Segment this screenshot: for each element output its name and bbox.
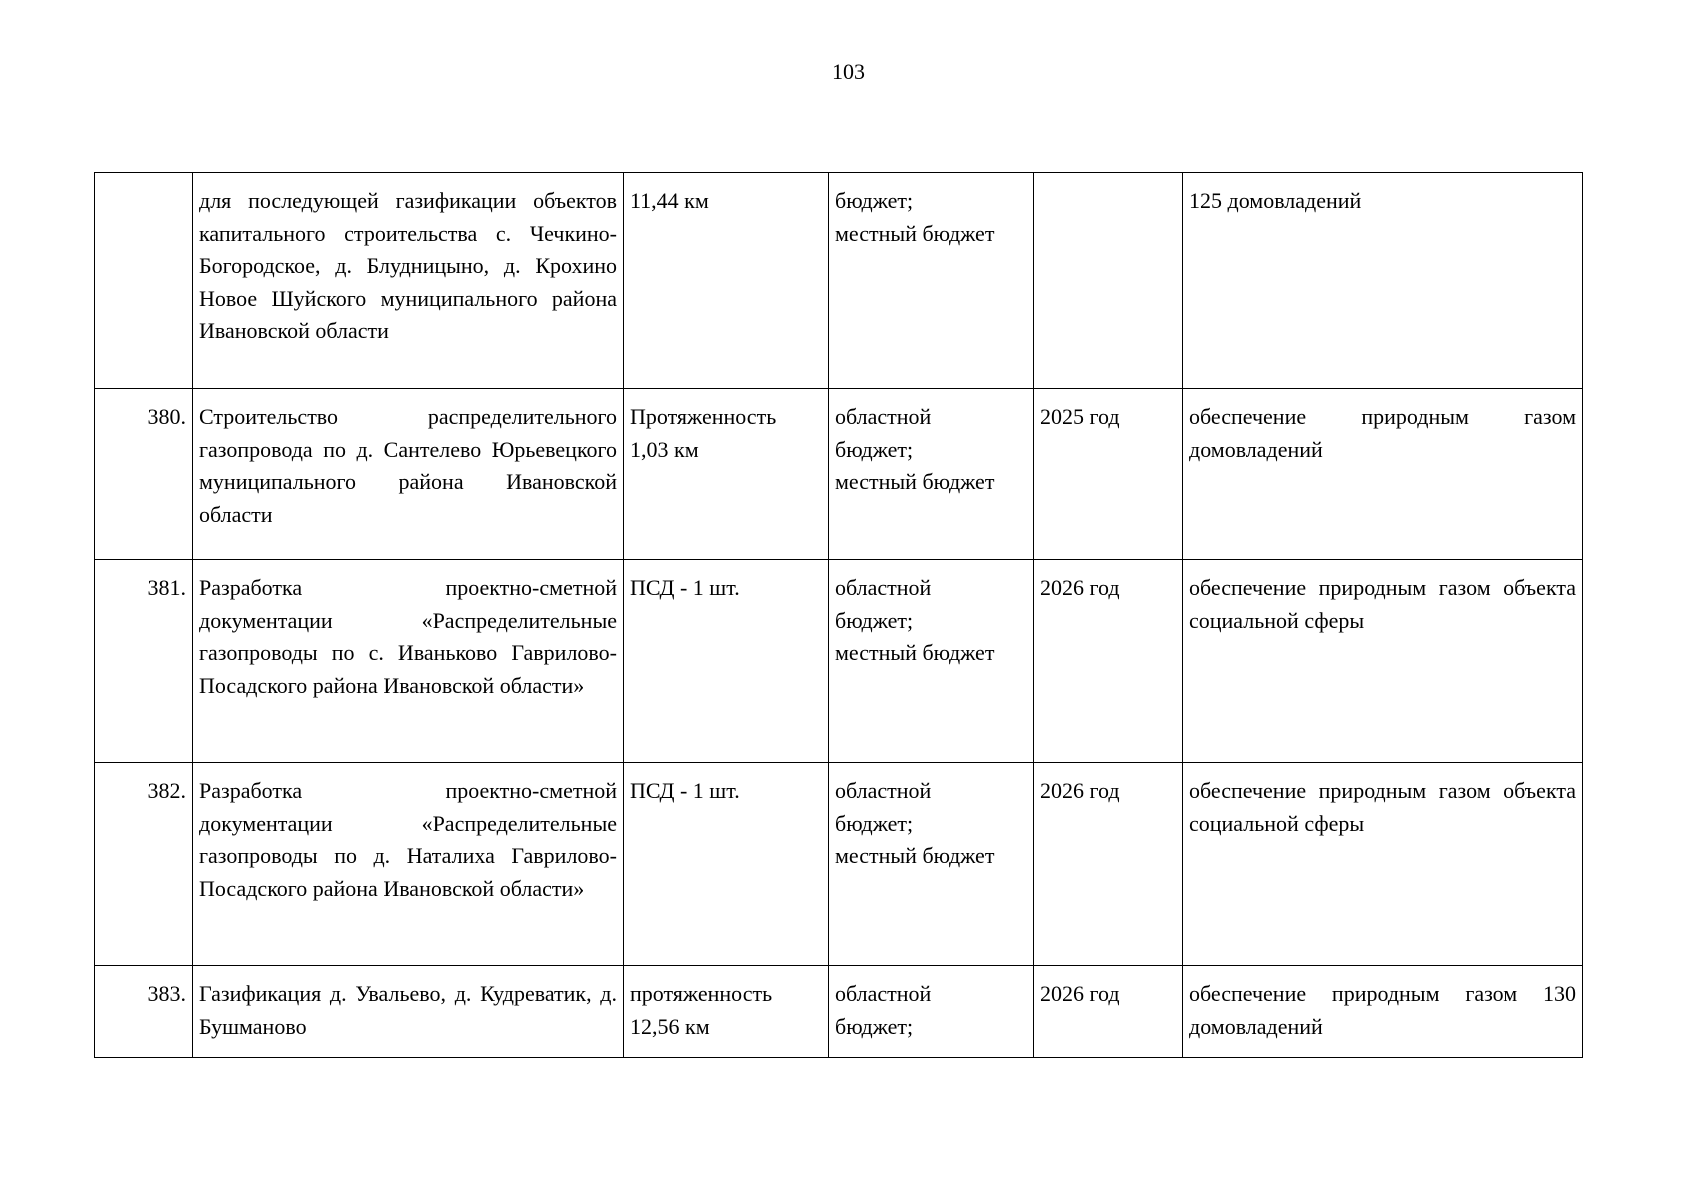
funding-line: областной — [835, 575, 932, 600]
measure-name: Газификация д. Увальево, д. Кудреватик, д. Бушманово — [193, 966, 624, 1058]
expected-result: обеспечение природным газом 130 домовладений — [1183, 966, 1583, 1058]
funding-line: бюджет; — [835, 607, 914, 633]
table-row — [95, 173, 1583, 389]
quantity-indicator — [624, 763, 829, 966]
quantity-indicator — [624, 560, 829, 763]
table-row — [95, 763, 1583, 966]
row-number — [95, 173, 193, 389]
measure-name: для последующей газификации объектов капитального строительства с. Чечкино-Богородское, д. Блудницыно, д. Крохино Новое Шуйского муниципального района Ивановской области — [193, 173, 624, 389]
quantity-indicator — [624, 966, 829, 1058]
implementation-year: 2026 год — [1034, 966, 1183, 1058]
row-number: 380. — [95, 389, 193, 560]
row-number: 382. — [95, 763, 193, 966]
quantity-indicator — [624, 389, 829, 560]
quantity-indicator — [624, 173, 829, 389]
quantity-line: 11,44 км — [630, 188, 709, 213]
expected-result: 125 домовладений — [1183, 173, 1583, 389]
expected-result: обеспечение природным газом объекта социальной сферы — [1183, 560, 1583, 763]
implementation-year: 2026 год — [1034, 763, 1183, 966]
measure-name: Строительство распределительного газопровода по д. Сантелево Юрьевецкого муниципального района Ивановской области — [193, 389, 624, 560]
funding-source — [829, 560, 1034, 763]
funding-line: местный бюджет — [835, 843, 995, 868]
funding-line: местный бюджет — [835, 640, 995, 665]
implementation-year — [1034, 173, 1183, 389]
funding-source — [829, 173, 1034, 389]
funding-line: местный бюджет — [835, 469, 995, 494]
row-number: 381. — [95, 560, 193, 763]
quantity-line: ПСД - 1 шт. — [630, 575, 740, 600]
funding-line: областной — [835, 404, 932, 429]
measure-name: Разработка проектно-сметной документации «Распределительные газопроводы по д. Наталиха Гаврилово-Посадского района Ивановской области» — [193, 763, 624, 966]
quantity-line: Протяженность — [630, 404, 777, 429]
implementation-year: 2026 год — [1034, 560, 1183, 763]
quantity-line: протяженность — [630, 981, 773, 1006]
quantity-line: 12,56 км — [630, 1013, 710, 1039]
measure-name: Разработка проектно-сметной документации «Распределительные газопроводы по с. Иваньково Гаврилово-Посадского района Ивановской области» — [193, 560, 624, 763]
expected-result: обеспечение природным газом домовладений — [1183, 389, 1583, 560]
implementation-year: 2025 год — [1034, 389, 1183, 560]
table-row — [95, 389, 1583, 560]
funding-source — [829, 966, 1034, 1058]
expected-result: обеспечение природным газом объекта социальной сферы — [1183, 763, 1583, 966]
table-row — [95, 966, 1583, 1058]
quantity-line: 1,03 км — [630, 436, 699, 462]
funding-line: бюджет; — [835, 436, 914, 462]
funding-line: местный бюджет — [835, 220, 995, 246]
row-number: 383. — [95, 966, 193, 1058]
funding-line: бюджет; — [835, 188, 914, 213]
funding-line: бюджет; — [835, 1013, 914, 1039]
funding-line: бюджет; — [835, 810, 914, 836]
funding-line: областной — [835, 778, 932, 803]
gasification-program-table — [94, 172, 1583, 1058]
table-row — [95, 560, 1583, 763]
quantity-line: ПСД - 1 шт. — [630, 778, 740, 803]
funding-source — [829, 389, 1034, 560]
page-number: 103 — [832, 59, 865, 84]
funding-line: областной — [835, 981, 932, 1006]
funding-source — [829, 763, 1034, 966]
